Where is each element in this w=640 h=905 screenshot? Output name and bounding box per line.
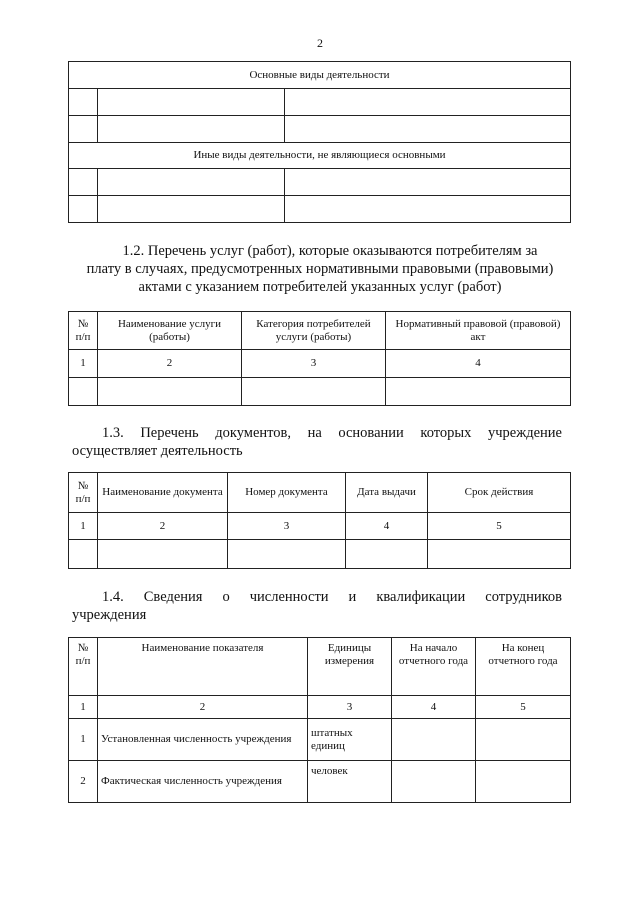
column-number: 1 [69, 696, 98, 719]
heading-line: 1.4. Сведения о численности и квалификации сотрудников [102, 589, 562, 605]
table-cell [346, 540, 428, 569]
other-activities-header: Иные виды деятельности, не являющиеся основными [69, 143, 571, 169]
column-number: 3 [242, 350, 386, 378]
table-cell [228, 540, 346, 569]
table-cell [392, 719, 476, 761]
column-header: Единицы измерения [308, 638, 392, 696]
column-header: Наименование показателя [98, 638, 308, 696]
column-number: 3 [228, 513, 346, 540]
table-cell [476, 719, 571, 761]
heading-line: 1.2. Перечень услуг (работ), которые оказываются потребителям за [122, 243, 538, 259]
heading-line: учреждения [72, 607, 147, 623]
table-cell [69, 378, 98, 406]
column-number: 1 [69, 513, 98, 540]
documents-table [68, 472, 571, 569]
activities-table [68, 61, 571, 223]
column-header: Категория потребителей услуги (работы) [242, 312, 386, 350]
staff-table [68, 637, 571, 803]
column-number: 2 [98, 350, 242, 378]
heading-line: плату в случаях, предусмотренных нормативными правовыми (правовыми) [86, 261, 554, 277]
indicator-name: Фактическая численность учреждения [98, 761, 308, 803]
column-number: 5 [476, 696, 571, 719]
column-header: Наименование документа [98, 473, 228, 513]
table-cell [285, 116, 571, 143]
column-header: Номер документа [228, 473, 346, 513]
table-cell [285, 196, 571, 223]
column-header: Наименование услуги (работы) [98, 312, 242, 350]
column-header: № п/п [69, 312, 98, 350]
table-cell [69, 196, 98, 223]
section-1-3-heading [72, 424, 562, 460]
column-number: 2 [98, 513, 228, 540]
heading-line: осуществляет деятельность [72, 443, 243, 459]
column-header: Дата выдачи [346, 473, 428, 513]
table-cell [242, 378, 386, 406]
section-1-4-heading [72, 588, 562, 624]
column-header: № п/п [69, 473, 98, 513]
table-cell [428, 540, 571, 569]
row-number: 1 [69, 719, 98, 761]
table-cell [98, 89, 285, 116]
table-cell [69, 89, 98, 116]
table-cell [98, 196, 285, 223]
column-header: Срок действия [428, 473, 571, 513]
column-number: 3 [308, 696, 392, 719]
column-number: 5 [428, 513, 571, 540]
column-number: 1 [69, 350, 98, 378]
column-number: 2 [98, 696, 308, 719]
heading-line: 1.3. Перечень документов, на основании которых учреждение [102, 425, 562, 441]
table-cell [386, 378, 571, 406]
table-row [69, 719, 571, 761]
column-number: 4 [392, 696, 476, 719]
table-row [69, 761, 571, 803]
table-cell [98, 540, 228, 569]
column-header: Нормативный правовой (правовой) акт [386, 312, 571, 350]
column-header: № п/п [69, 638, 98, 696]
column-number: 4 [386, 350, 571, 378]
column-header: На начало отчетного года [392, 638, 476, 696]
table-cell [476, 761, 571, 803]
section-1-2-heading [72, 242, 568, 296]
table-cell [69, 540, 98, 569]
table-cell [69, 169, 98, 196]
row-number: 2 [69, 761, 98, 803]
table-cell [69, 116, 98, 143]
main-activities-header: Основные виды деятельности [69, 62, 571, 89]
table-cell [98, 169, 285, 196]
page-number: 2 [317, 36, 323, 50]
column-header: На конец отчетного года [476, 638, 571, 696]
table-cell [285, 89, 571, 116]
table-cell [285, 169, 571, 196]
table-cell [392, 761, 476, 803]
heading-line: актами с указанием потребителей указанных услуг (работ) [138, 279, 502, 295]
column-number: 4 [346, 513, 428, 540]
services-table [68, 311, 571, 406]
indicator-name: Установленная численность учреждения [98, 719, 308, 761]
unit-of-measure: штатных единиц [308, 719, 392, 761]
table-cell [98, 116, 285, 143]
table-cell [98, 378, 242, 406]
unit-of-measure: человек [308, 761, 392, 803]
